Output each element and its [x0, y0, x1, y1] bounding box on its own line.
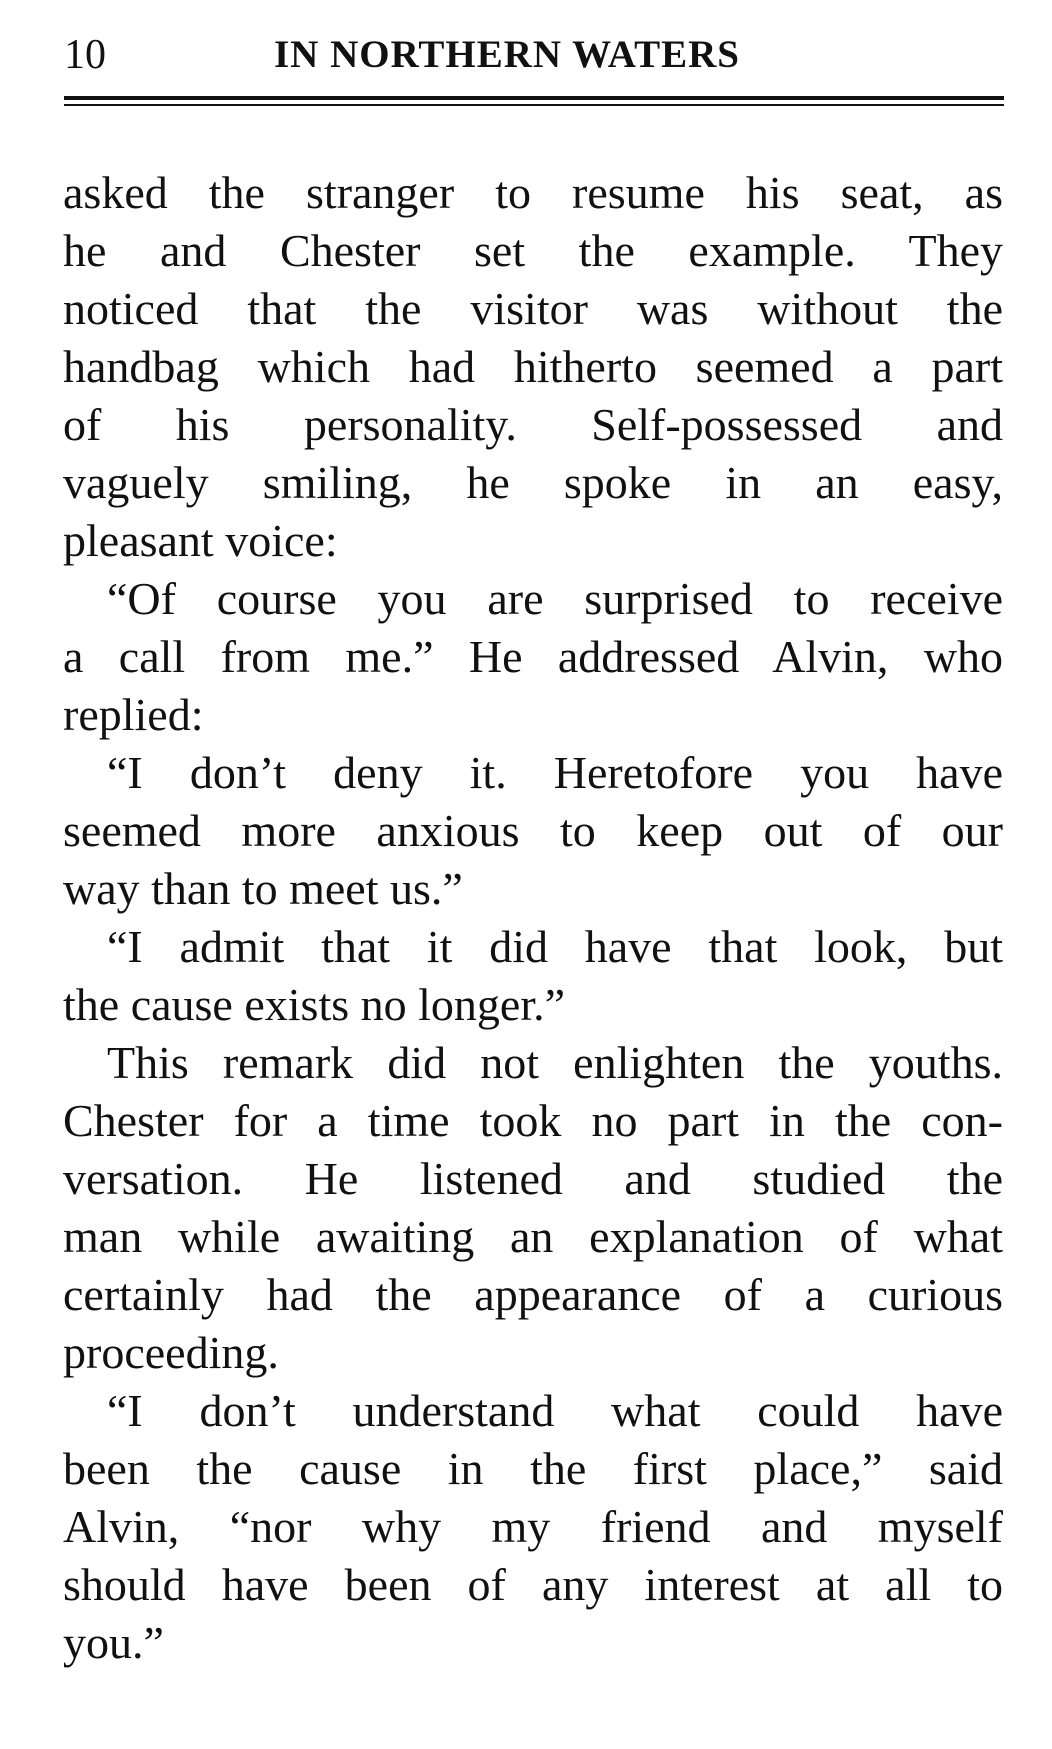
- text-line: certainly had the appearance of a curious: [63, 1269, 1003, 1320]
- text-line: of his personality. Self-possessed and: [63, 399, 1003, 450]
- running-title: IN NORTHERN WATERS: [274, 33, 740, 76]
- header-rule-thick: [64, 96, 1004, 100]
- text-line: noticed that the visitor was without the: [63, 283, 1003, 334]
- text-line: “I admit that it did have that look, but: [107, 921, 1003, 972]
- text-line: way than to meet us.”: [63, 863, 463, 914]
- paragraph: [63, 164, 1003, 570]
- text-line: “Of course you are surprised to receive: [107, 573, 1003, 624]
- running-head: [64, 30, 1004, 80]
- paragraph: [63, 570, 1003, 744]
- text-line: replied:: [63, 689, 204, 740]
- text-line: Chester for a time took no part in the con-: [63, 1095, 1003, 1146]
- text-line: Alvin, “nor why my friend and myself: [63, 1501, 1003, 1552]
- text-line: he and Chester set the example. They: [63, 225, 1003, 276]
- text-line: vaguely smiling, he spoke in an easy,: [63, 457, 1003, 508]
- text-line: you.”: [63, 1617, 164, 1668]
- paragraph: [63, 918, 1003, 1034]
- text-line: asked the stranger to resume his seat, as: [63, 167, 1003, 218]
- text-line: seemed more anxious to keep out of our: [63, 805, 1003, 856]
- paragraph: [63, 1034, 1003, 1382]
- text-line: “I don’t deny it. Heretofore you have: [107, 747, 1003, 798]
- paragraph: [63, 744, 1003, 918]
- body-text: [63, 164, 1003, 1672]
- text-line: man while awaiting an explanation of what: [63, 1211, 1003, 1262]
- text-line: This remark did not enlighten the youths.: [107, 1037, 1003, 1088]
- text-line: been the cause in the first place,” said: [63, 1443, 1003, 1494]
- text-line: a call from me.” He addressed Alvin, who: [63, 631, 1003, 682]
- text-line: “I don’t understand what could have: [107, 1385, 1003, 1436]
- text-line: pleasant voice:: [63, 515, 338, 566]
- text-line: proceeding.: [63, 1327, 279, 1378]
- text-line: handbag which had hitherto seemed a part: [63, 341, 1003, 392]
- header-rule-thin: [64, 104, 1004, 106]
- text-line: versation. He listened and studied the: [63, 1153, 1003, 1204]
- page-number: 10: [64, 32, 106, 78]
- text-line: should have been of any interest at all to: [63, 1559, 1003, 1610]
- text-line: the cause exists no longer.”: [63, 979, 566, 1030]
- paragraph: [63, 1382, 1003, 1672]
